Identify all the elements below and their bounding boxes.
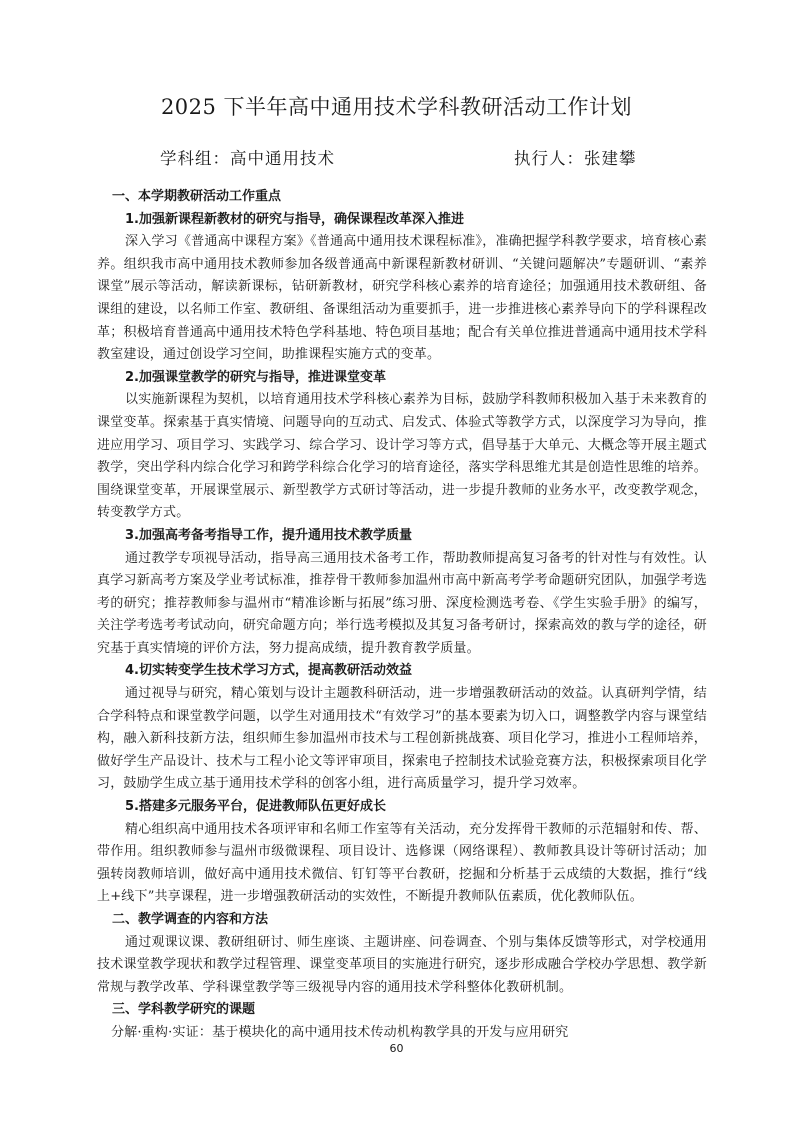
subsection-heading-1-3: 3.加强高考备考指导工作，提升通用技术教学质量 xyxy=(125,527,412,543)
document-title: 2025 下半年高中通用技术学科教研活动工作计划 xyxy=(160,95,633,119)
subsection-heading-1-4: 4.切实转变学生技术学习方式，提高教研活动效益 xyxy=(125,663,412,679)
paragraph-1-4: 通过视导与研究，精心策划与设计主题教科研活动，进一步增强教研活动的效益。认真研判学情，结合学科特点和课堂教学问题，以学生对通用技术“有效学习”的基本要素为切入口，调整教学内容与课堂结构，融入新科技新方法，组织师生参加温州市技术与工程创新挑战赛、项目化学习，推进小工程师培养，做好学生产品设计、技术与工程小论文等评审项目，探索电子控制技术试验竞赛方法，积极探索项目化学习，鼓励学生成立基于通用技术学科的创客小组，进行高质量学习，提升学习效率。 xyxy=(97,686,707,792)
paragraph-3: 分解·重构·实证：基于模块化的高中通用技术传动机构教学具的开发与应用研究 xyxy=(111,1024,569,1040)
subsection-heading-1-2: 2.加强课堂教学的研究与指导，推进课堂变革 xyxy=(125,369,386,385)
paragraph-1-1: 深入学习《普通高中课程方案》《普通高中通用技术课程标准》，准确把握学科教学要求，培育核心素养。组织我市高中通用技术教师参加各级普通高中新课程新教材研训、“关键问题解决”专题研训、“素养课堂”展示等活动，解读新课标，钻研新教材，研究学科核心素养的培育途径；加强通用技术教研组、备课组的建设，以名师工作室、教研组、备课组活动为重要抓手，进一步推进核心素养导向下的学科课程改革；积极培育普通高中通用技术特色学科基地、特色项目基地；配合有关单位推进普通高中通用技术学科教室建设，通过创设学习空间，助推课程实施方式的变革。 xyxy=(97,234,707,363)
subsection-heading-1-5: 5.搭建多元服务平台，促进教师队伍更好成长 xyxy=(125,799,386,815)
page-number: 60 xyxy=(389,1042,404,1055)
paragraph-1-3: 通过教学专项视导活动，指导高三通用技术备考工作，帮助教师提高复习备考的针对性与有效性。认真学习新高考方案及学业考试标准，推荐骨干教师参加温州市高中新高考学考命题研究团队，加强学考选考的研究；推荐教师参与温州市“精准诊断与拓展”练习册、深度检测选考卷、《学生实验手册》的编写，关注学考选考考试动向，研究命题方向；举行选考模拟及其复习备考研讨，探索高效的教与学的途径，研究基于真实情境的评价方法，努力提高成绩，提升教育教学质量。 xyxy=(97,550,707,656)
paragraph-1-2: 以实施新课程为契机，以培育通用技术学科核心素养为目标，鼓励学科教师积极加入基于未来教育的课堂变革。探索基于真实情境、问题导向的互动式、启发式、体验式等教学方式，以深度学习为导向，推进应用学习、项目学习、实践学习、综合学习、设计学习等方式，倡导基于大单元、大概念等开展主题式教学，突出学科内综合化学习和跨学科综合化学习的培育途径，落实学科思维尤其是创造性思维的培养。围绕课堂变革，开展课堂展示、新型教学方式研讨等活动，进一步提升教师的业务水平，改变教学观念，转变教学方式。 xyxy=(97,392,707,521)
document-body xyxy=(97,186,707,1045)
section-heading-3: 三、学科教学研究的课题 xyxy=(112,1002,256,1018)
subsection-heading-1-1: 1.加强新课程新教材的研究与指导，确保课程改革深入推进 xyxy=(125,211,464,227)
executor-label: 执行人：张建攀 xyxy=(514,149,637,168)
section-heading-2: 二、教学调查的内容和方法 xyxy=(112,912,269,927)
section-heading-1: 一、本学期教研活动工作重点 xyxy=(112,189,282,204)
paragraph-1-5: 精心组织高中通用技术各项评审和名师工作室等有关活动，充分发挥骨干教师的示范辐射和传、帮、带作用。组织教师参与温州市级微课程、项目设计、选修课（网络课程）、教师教具设计等研讨活动；加强转岗教师培训，做好高中通用技术微信、钉钉等平台教研，挖掘和分析基于云成绩的大数据，推行“线上+线下”共享课程，进一步增强教研活动的实效性，不断提升教师队伍素质，优化教师队伍。 xyxy=(97,821,707,905)
subject-group-label: 学科组：高中通用技术 xyxy=(160,149,335,168)
paragraph-2: 通过观课议课、教研组研讨、师生座谈、主题讲座、问卷调查、个别与集体反馈等形式，对学校通用技术课堂教学现状和教学过程管理、课堂变革项目的实施进行研究，逐步形成融合学校办学思想、教学新常规与教学改革、学科课堂教学等三级视导内容的通用技术学科整体化教研机制。 xyxy=(97,934,707,995)
